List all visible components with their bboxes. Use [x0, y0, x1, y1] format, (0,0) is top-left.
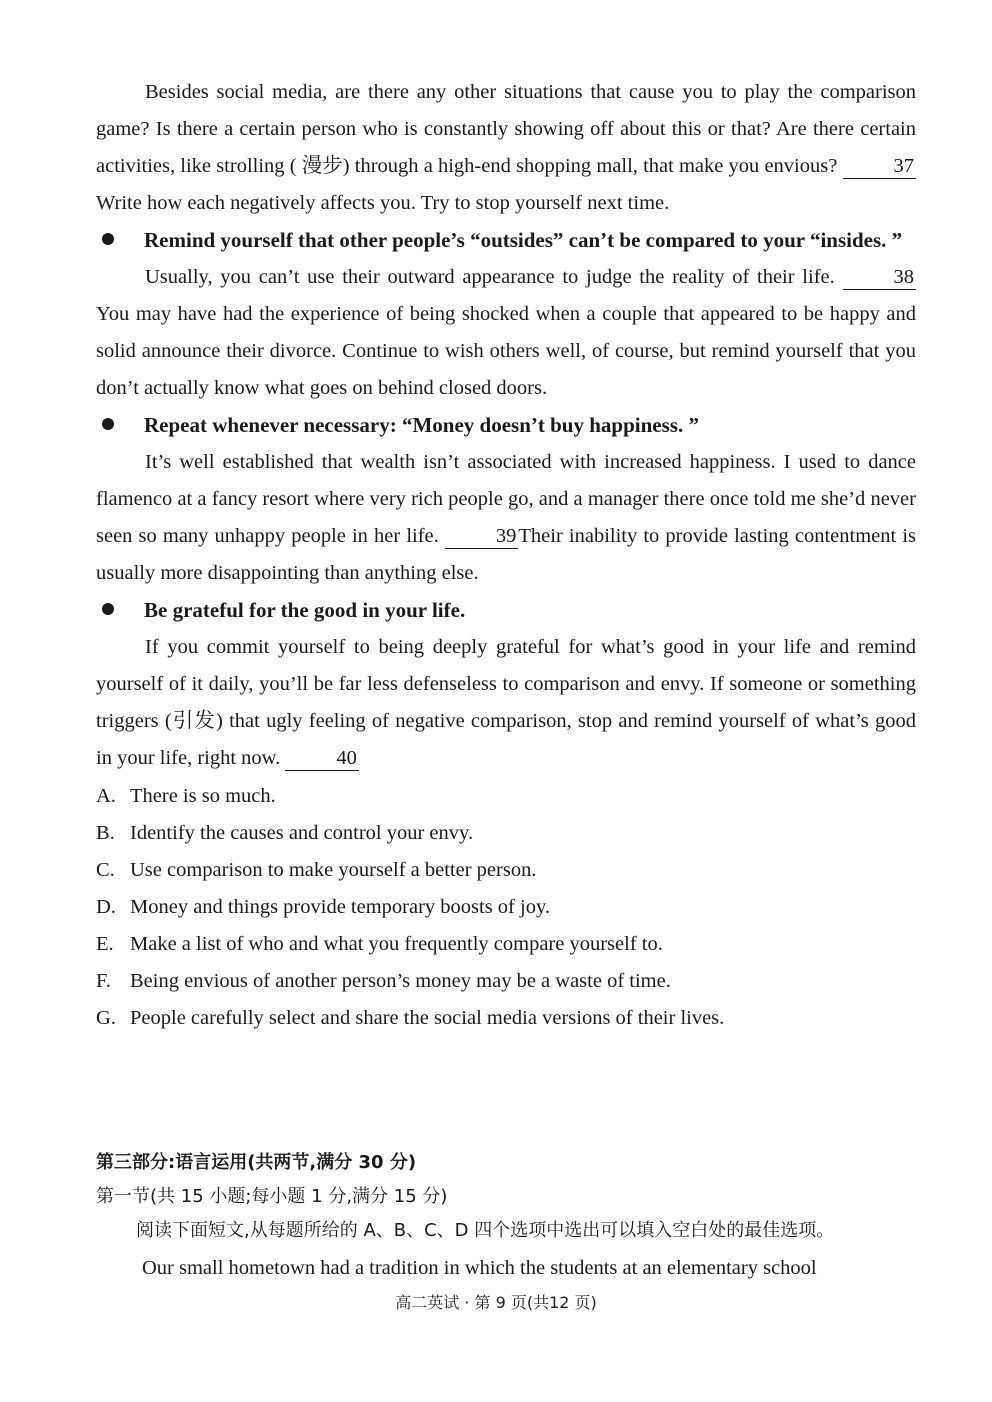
paragraph-39 — [96, 444, 916, 592]
paragraph-40 — [96, 629, 916, 777]
option-text: Money and things provide temporary boosts of joy. — [130, 896, 550, 918]
option-key: E. — [96, 933, 114, 955]
option-c — [96, 852, 916, 889]
p3-text-before: It’s well established that wealth isn’t associated with increased happiness. I used to dance flamenco at a fancy resort where very rich people go, and a manager there once told me she’d never seen so many unhappy people in her life. — [96, 451, 916, 547]
story-first-line: Our small hometown had a tradition in which the students at an elementary school — [142, 1257, 817, 1279]
p3-text-after: Their inability to provide lasting contentment is usually more disappointing than anything else. — [96, 525, 916, 584]
option-e — [96, 926, 916, 963]
blank-37: 37 — [843, 154, 917, 179]
option-key: G. — [96, 1007, 116, 1029]
option-key: C. — [96, 859, 115, 881]
section-sub-title: 第一节(共 15 小题;每小题 1 分,满分 15 分) — [96, 1186, 448, 1207]
option-key: B. — [96, 822, 115, 844]
heading-text: Remind yourself that other people’s “outsides” can’t be compared to your “insides. ” — [144, 228, 903, 252]
option-key: A. — [96, 785, 116, 807]
option-g — [96, 1000, 916, 1037]
reading-passage — [96, 74, 916, 1037]
heading-text: Repeat whenever necessary: “Money doesn’t buy happiness. ” — [144, 413, 699, 437]
section-part-title: 第三部分:语言运用(共两节,满分 30 分) — [96, 1152, 417, 1173]
option-key: D. — [96, 896, 116, 918]
option-text: People carefully select and share the social media versions of their lives. — [130, 1007, 725, 1029]
heading-outsides-insides — [96, 222, 916, 259]
option-b — [96, 815, 916, 852]
option-a — [96, 778, 916, 815]
option-text: Being envious of another person’s money may be a waste of time. — [130, 970, 671, 992]
p1-text-before: Besides social media, are there any other situations that cause you to play the comparison game? Is there a certain person who is constantly showing off about this or that? Are there certain activities, like strolling ( 漫步) through a high-end shopping mall, that make you envious? — [96, 81, 916, 177]
blank-39: 39 — [445, 524, 519, 549]
option-text: Use comparison to make yourself a better person. — [130, 859, 537, 881]
option-text: There is so much. — [130, 785, 276, 807]
option-d — [96, 889, 916, 926]
bullet-icon — [102, 603, 114, 615]
section-three — [96, 1146, 916, 1287]
option-f — [96, 963, 916, 1000]
option-text: Make a list of who and what you frequently compare yourself to. — [130, 933, 663, 955]
page-footer: 高二英试 · 第 9 页(共12 页) — [395, 1293, 597, 1312]
option-text: Identify the causes and control your envy. — [130, 822, 474, 844]
p2-text-after: You may have had the experience of being shocked when a couple that appeared to be happy and solid announce their divorce. Continue to wish others well, of course, but remind yourself that you don’t actually know what goes on behind closed doors. — [96, 303, 916, 399]
blank-40: 40 — [285, 746, 359, 771]
heading-be-grateful — [96, 592, 916, 629]
p4-text-before: If you commit yourself to being deeply grateful for what’s good in your life and remind yourself of it daily, you’ll be far less defenseless to comparison and envy. If someone or something triggers (引发) that ugly feeling of negative comparison, stop and remind yourself of what’s good in your life, right now. — [96, 636, 916, 769]
p2-text-before: Usually, you can’t use their outward appearance to judge the reality of their life. — [145, 266, 843, 288]
option-key: F. — [96, 970, 111, 992]
bullet-icon — [102, 233, 114, 245]
p1-text-after: Write how each negatively affects you. Try to stop yourself next time. — [96, 192, 670, 214]
options-list — [96, 778, 916, 1037]
bullet-icon — [102, 418, 114, 430]
heading-money-happiness — [96, 407, 916, 444]
blank-38: 38 — [843, 265, 917, 290]
heading-text: Be grateful for the good in your life. — [144, 598, 466, 622]
paragraph-38 — [96, 259, 916, 407]
section-instruction: 阅读下面短文,从每题所给的 A、B、C、D 四个选项中选出可以填入空白处的最佳选项。 — [136, 1220, 835, 1241]
paragraph-37 — [96, 74, 916, 222]
